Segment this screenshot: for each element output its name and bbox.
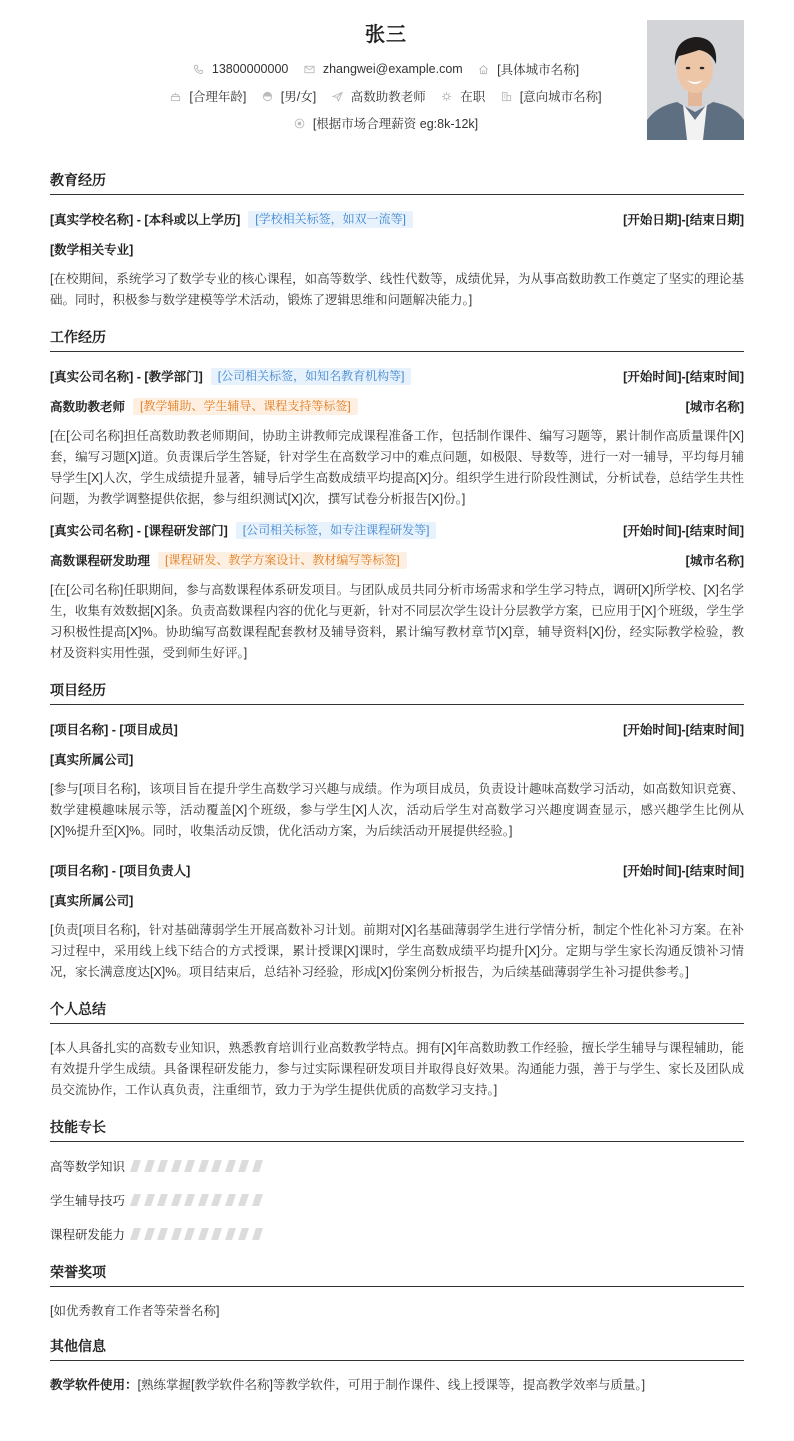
summary-description: [本人具备扎实的高数专业知识，熟悉教育培训行业高数教学特点。拥有[X]年高数助教工作经验，擅长学生辅导与课程辅助，能有效提升学生成绩。具备课程研发能力，参与过实际课程研发项目并取得良好效果。沟通能力强，善于与学生、家长及团队成员交流协作，工作认真负责，注重细节，致力于为学生提供优质的高数学习支持。] — [50, 1041, 744, 1097]
other-section — [50, 1336, 744, 1393]
work-description: [在[公司名称]任职期间，参与高数课程体系研发项目。与团队成员共同分析市场需求和学生学习特点，调研[X]所学校、[X]名学生，收集有效数据[X]条。负责高数课程内容的优化与更新，针对不同层次学生设计分层教学方案，已应用于[X]个班级，学生学习积极性提高[X]%。协助编写高数课程配套教材及辅导资料，累计编写教材章节[X]章，辅导资料[X]份，经实际教学检验，教材及资料实用性强，受到师生好评。] — [50, 583, 744, 660]
work-date: [开始时间]-[结束时间] — [623, 370, 744, 384]
other-info-label: 教学软件使用： — [50, 1378, 138, 1392]
company-dept: [真实公司名称] - [课程研发部门] — [50, 524, 228, 538]
project-header-row — [50, 719, 744, 739]
project-date: [开始时间]-[结束时间] — [623, 864, 744, 878]
education-header-row — [50, 209, 744, 229]
skill-label: 课程研发能力 — [50, 1228, 126, 1242]
work-city: [城市名称] — [685, 400, 744, 414]
major: [数学相关专业] — [50, 243, 134, 257]
projects-section — [50, 680, 744, 983]
work-city: [城市名称] — [685, 554, 744, 568]
project-company-row — [50, 890, 744, 910]
job-role: 高数助教老师 — [50, 400, 126, 414]
skills-section — [50, 1117, 744, 1244]
education-date: [开始日期]-[结束日期] — [623, 213, 744, 227]
mail-icon — [304, 64, 315, 75]
section-title-other: 其他信息 — [50, 1336, 744, 1361]
phone-icon — [193, 64, 204, 75]
skill-label: 高等数学知识 — [50, 1160, 126, 1174]
age-text: [合理年龄] — [189, 90, 247, 104]
target-city-item — [501, 87, 602, 105]
work-item — [50, 366, 744, 510]
school-degree: [真实学校名称] - [本科或以上学历] — [50, 213, 241, 227]
position-icon — [332, 91, 343, 102]
project-item — [50, 719, 744, 842]
work-role-row — [50, 396, 744, 416]
section-title-projects: 项目经历 — [50, 680, 744, 705]
company-tag: [公司相关标签，如知名教育机构等] — [211, 368, 412, 385]
location-text: [具体城市名称] — [497, 63, 580, 77]
summary-section — [50, 999, 744, 1101]
work-date: [开始时间]-[结束时间] — [623, 524, 744, 538]
section-title-summary: 个人总结 — [50, 999, 744, 1024]
gender-text: [男/女] — [280, 90, 317, 104]
project-description: [负责[项目名称]，针对基础薄弱学生开展高数补习计划。前期对[X]名基础薄弱学生进行学情分析，制定个性化补习方案。在补习过程中，采用线上线下结合的方式授课，累计授课[X]课时，学生高数成绩平均提升[X]分。定期与学生家长沟通反馈补习情况，家长满意度达[X]%。项目结束后，总结补习经验，形成[X]份案例分析报告，为后续基础薄弱学生补习提供参考。] — [50, 923, 744, 979]
salary-icon — [294, 118, 305, 129]
status-icon — [441, 91, 452, 102]
age-icon — [170, 91, 181, 102]
project-item — [50, 860, 744, 983]
role-tag: [课程研发、教学方案设计、教材编写等标签] — [158, 552, 407, 569]
contact-row-3 — [50, 114, 722, 132]
project-description: [参与[项目名称]，该项目旨在提升学生高数学习兴趣与成绩。作为项目成员，负责设计趣味高数学习活动，如高数知识竞赛、数学建模趣味展示等，活动覆盖[X]个班级，参与学生[X]人次，活动后学生对高数学习兴趣度调查显示，感兴趣学生比例从[X]%提升至[X]%。同时，收集活动反馈，优化活动方案，为后续活动开展提供经验。] — [50, 782, 744, 838]
city-icon — [501, 91, 512, 102]
work-company-row — [50, 520, 744, 540]
section-title-work: 工作经历 — [50, 327, 744, 352]
skill-row — [50, 1190, 744, 1210]
email-item — [304, 62, 463, 76]
skill-row — [50, 1224, 744, 1244]
honors-description: [如优秀教育工作者等荣誉名称] — [50, 1304, 220, 1318]
school-tag: [学校相关标签，如双一流等] — [248, 211, 413, 228]
profile-photo — [647, 20, 744, 140]
resume-header — [50, 0, 744, 150]
education-description: [在校期间，系统学习了数学专业的核心课程，如高等数学、线性代数等，成绩优异，为从事高数助教工作奠定了坚实的理论基础。同时，积极参与数学建模等学术活动，锻炼了逻辑思维和问题解决能力。] — [50, 272, 744, 307]
major-row — [50, 239, 744, 259]
honors-section — [50, 1262, 744, 1322]
role-tag: [教学辅助、学生辅导、课程支持等标签] — [133, 398, 358, 415]
home-icon — [478, 64, 489, 75]
email-text: zhangwei@example.com — [322, 62, 463, 76]
skill-level-bar — [132, 1160, 267, 1172]
salary-item — [294, 114, 478, 132]
work-description: [在[公司名称]担任高数助教老师期间，协助主讲教师完成课程准备工作，包括制作课件、编写习题等，累计制作高质量课件[X]套，编写习题[X]道。负责课后学生答疑，针对学生在高数学习中的难点问题，如极限、导数等，进行一对一辅导，平均每月辅导学生[X]人次，学生成绩提升显著，辅导后学生高数成绩平均提高[X]分。组织学生进行阶段性测试，分析试卷，总结学生共性问题，为教学调整提供依据，参与组织测试[X]次，撰写试卷分析报告[X]份。] — [50, 429, 744, 506]
project-date: [开始时间]-[结束时间] — [623, 723, 744, 737]
status-item — [441, 87, 485, 105]
project-name-role: [项目名称] - [项目成员] — [50, 723, 178, 737]
company-dept: [真实公司名称] - [教学部门] — [50, 370, 203, 384]
work-role-row — [50, 550, 744, 570]
phone-item — [193, 62, 288, 76]
skill-row — [50, 1156, 744, 1176]
work-section — [50, 327, 744, 664]
gender-item — [262, 87, 316, 105]
candidate-name: 张三 — [365, 24, 407, 46]
project-company-row — [50, 749, 744, 769]
position-text: 高数助教老师 — [350, 90, 426, 104]
project-company: [真实所属公司] — [50, 894, 134, 908]
section-title-honors: 荣誉奖项 — [50, 1262, 744, 1287]
other-info-text: [熟练掌握[教学软件名称]等教学软件，可用于制作课件、线上授课等，提高教学效率与质量。] — [137, 1378, 646, 1392]
skill-label: 学生辅导技巧 — [50, 1194, 126, 1208]
gender-icon — [262, 91, 273, 102]
project-header-row — [50, 860, 744, 880]
status-text: 在职 — [460, 90, 486, 104]
location-item — [478, 60, 579, 78]
contact-row-1 — [50, 60, 722, 78]
job-role: 高数课程研发助理 — [50, 554, 151, 568]
target-city-text: [意向城市名称] — [519, 90, 602, 104]
position-item — [332, 87, 426, 105]
company-tag: [公司相关标签，如专注课程研发等] — [236, 522, 437, 539]
skill-level-bar — [132, 1194, 267, 1206]
education-section — [50, 170, 744, 311]
work-company-row — [50, 366, 744, 386]
project-company: [真实所属公司] — [50, 753, 134, 767]
contact-row-2 — [50, 87, 722, 105]
section-title-education: 教育经历 — [50, 170, 744, 195]
section-title-skills: 技能专长 — [50, 1117, 744, 1142]
age-item — [170, 87, 246, 105]
project-name-role: [项目名称] - [项目负责人] — [50, 864, 191, 878]
salary-text: [根据市场合理薪资 eg:8k-12k] — [312, 117, 479, 131]
other-info-row — [50, 1375, 744, 1393]
phone-text: 13800000000 — [211, 62, 289, 76]
work-item — [50, 520, 744, 664]
skill-level-bar — [132, 1228, 267, 1240]
